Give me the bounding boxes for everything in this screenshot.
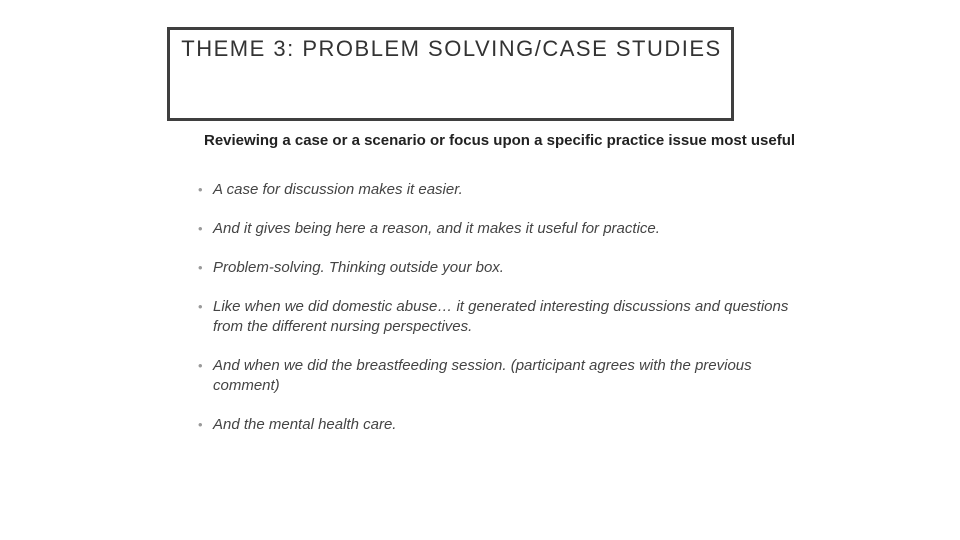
bullet-icon: • [198, 299, 203, 314]
bullet-icon: • [198, 221, 203, 236]
bullet-icon: • [198, 260, 203, 275]
bullet-text: And the mental health care. [213, 416, 397, 433]
bullet-icon: • [198, 417, 203, 432]
bullet-text: Like when we did domestic abuse… it generated interesting discussions and questions from the different nursing perspectives. [213, 298, 789, 335]
bullet-text: And when we did the breastfeeding session. (participant agrees with the previous comment) [213, 357, 752, 394]
subheading: Reviewing a case or a scenario or focus upon a specific practice issue most useful [204, 132, 796, 149]
bullet-icon: • [198, 358, 203, 373]
bullet-text: Problem-solving. Thinking outside your box. [213, 259, 504, 276]
bullet-icon: • [198, 182, 203, 197]
bullet-text: A case for discussion makes it easier. [213, 181, 463, 198]
title-box [167, 27, 734, 121]
bullet-text: And it gives being here a reason, and it makes it useful for practice. [213, 220, 660, 237]
slide-title: THEME 3: PROBLEM SOLVING/CASE STUDIES [181, 36, 722, 61]
